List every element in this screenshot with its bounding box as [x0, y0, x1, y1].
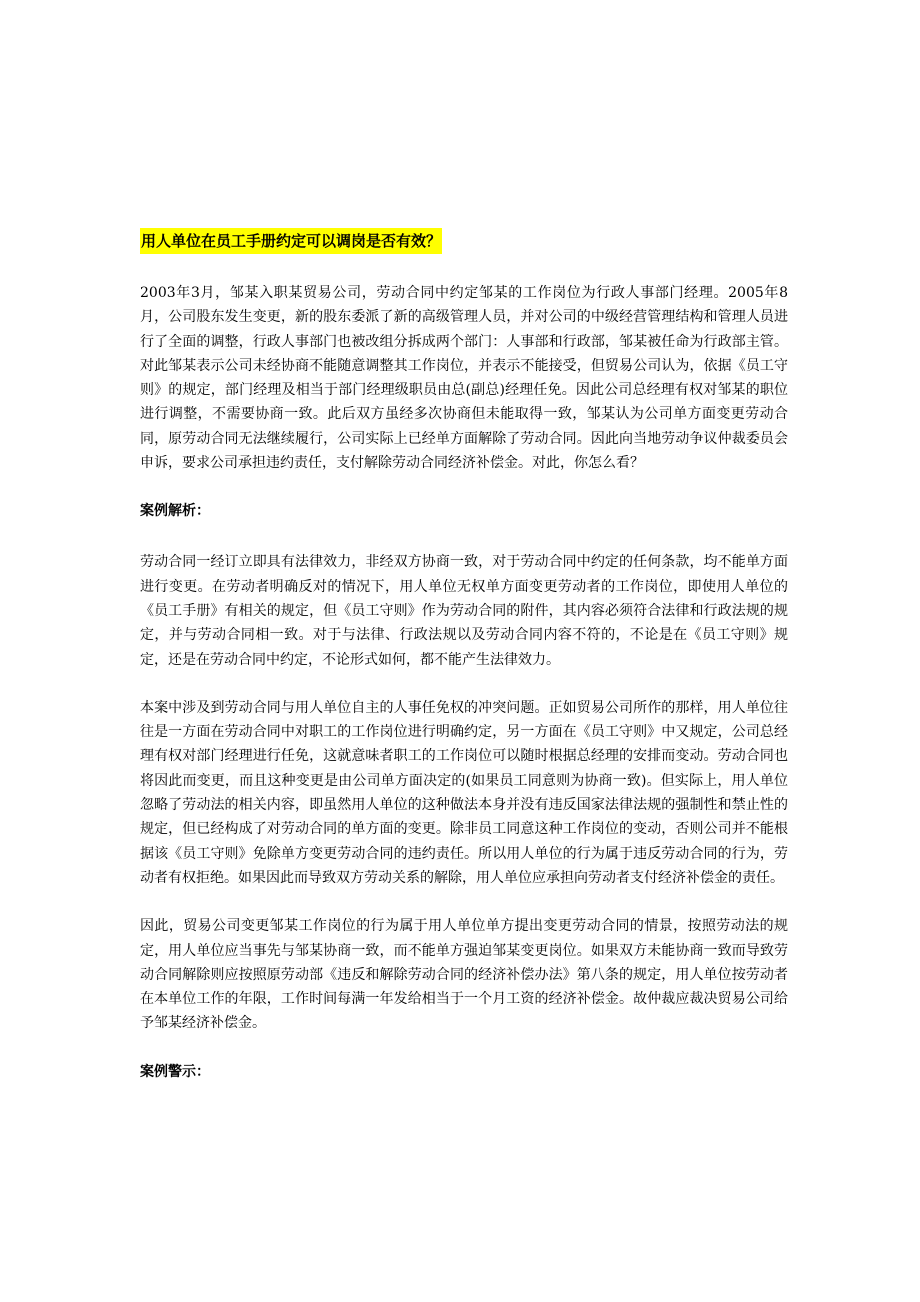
warning-heading: 案例警示：: [140, 1063, 210, 1080]
document-title: 用人单位在员工手册约定可以调岗是否有效？: [140, 228, 442, 254]
analysis-heading: 案例解析：: [140, 503, 210, 520]
analysis-paragraph: 因此，贸易公司变更邹某工作岗位的行为属于用人单位单方提出变更劳动合同的情景，按照劳动法的规定，用人单位应当事先与邹某协商一致，而不能单方强迫邹某变更岗位。如果双方未能协商一致而导致劳动合同解除则应按照原劳动部《违反和解除劳动合同的经济补偿办法》第八条的规定，用人单位按劳动者在本单位工作的年限，工作时间每满一年发给相当于一个月工资的经济补偿金。故仲裁应裁决贸易公司给予邹某经济补偿金。: [140, 918, 788, 1032]
analysis-paragraph: 本案中涉及到劳动合同与用人单位自主的人事任免权的冲突问题。正如贸易公司所作的那样，用人单位往往是一方面在劳动合同中对职工的工作岗位进行明确约定，另一方面在《员工守则》中又规定，公司总经理有权对部门经理进行任免，这就意味者职工的工作岗位可以随时根据总经理的安排而变动。劳动合同也将因此而变更，而且这种变更是由公司单方面决定的(如果员工同意则为协商一致)。但实际上，用人单位忽略了劳动法的相关内容，即虽然用人单位的这种做法本身并没有违反国家法律法规的强制性和禁止性的规定，但已经构成了对劳动合同的单方面的变更。除非员工同意这种工作岗位的变动，否则公司并不能根据该《员工守则》免除单方变更劳动合同的违约责任。所以用人单位的行为属于违反劳动合同的行为，劳动者有权拒绝。如果因此而导致双方劳动关系的解除，用人单位应承担向劳动者支付经济补偿金的责任。: [140, 699, 788, 886]
document-content: [140, 228, 788, 1111]
analysis-paragraph: 劳动合同一经订立即具有法律效力，非经双方协商一致，对于劳动合同中约定的任何条款，均不能单方面进行变更。在劳动者明确反对的情况下，用人单位无权单方面变更劳动者的工作岗位，即使用人单位的《员工手册》有相关的规定，但《员工守则》作为劳动合同的附件，其内容必须符合法律和行政法规的规定，并与劳动合同相一致。对于与法律、行政法规以及劳动合同内容不符的，不论是在《员工守则》规定，还是在劳动合同中约定，不论形式如何，都不能产生法律效力。: [140, 554, 788, 668]
case-paragraph: 2003年3月，邹某入职某贸易公司，劳动合同中约定邹某的工作岗位为行政人事部门经理。2005年8月，公司股东发生变更，新的股东委派了新的高级管理人员，并对公司的中级经营管理结构和管理人员进行了全面的调整，行政人事部门也被改组分拆成两个部门：人事部和行政部，邹某被任命为行政部主管。对此邹某表示公司未经协商不能随意调整其工作岗位，并表示不能接受，但贸易公司认为，依据《员工守则》的规定，部门经理及相当于部门经理级职员由总(副总)经理任免。因此公司总经理有权对邹某的职位进行调整，不需要协商一致。此后双方虽经多次协商但未能取得一致，邹某认为公司单方面变更劳动合同，原劳动合同无法继续履行，公司实际上已经单方面解除了劳动合同。因此向当地劳动争议仲裁委员会申诉，要求公司承担违约责任，支付解除劳动合同经济补偿金。对此，你怎么看？: [140, 285, 788, 472]
